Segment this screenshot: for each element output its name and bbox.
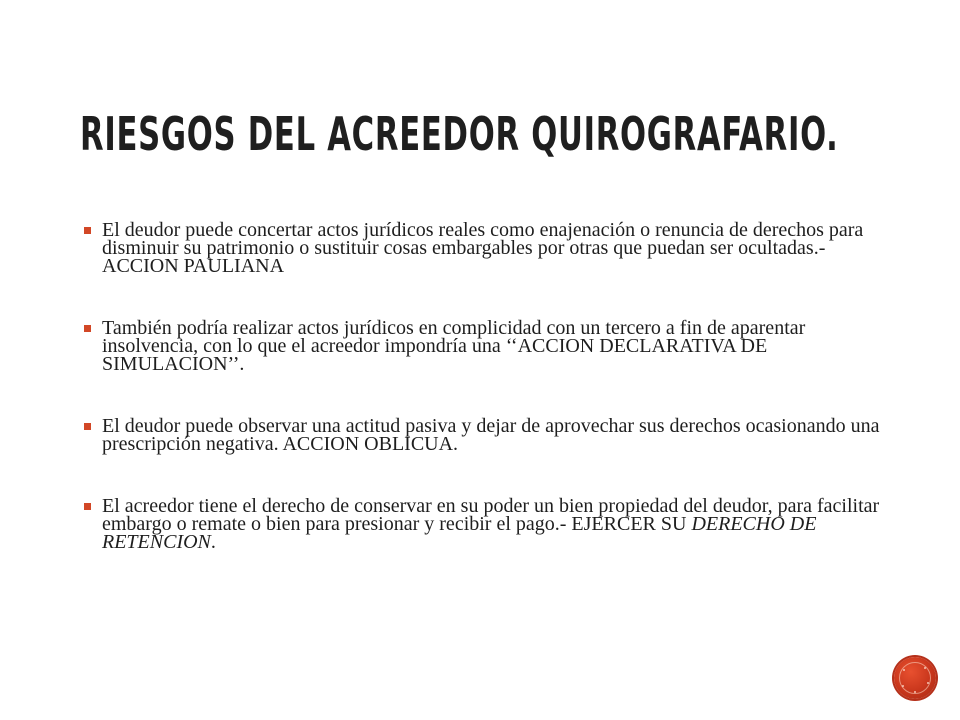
bullet-text-italic: DERECHO DE RETENCION [102, 513, 817, 553]
bullet-text-part: . [210, 531, 216, 553]
bullet-text [102, 495, 879, 553]
logo-dot [927, 682, 929, 684]
logo-dot [924, 667, 926, 669]
bullet-text: El deudor puede observar una actitud pasiva y dejar de aprovechar sus derechos ocasionando una prescripción negativa. ACCION OBLICUA. [102, 415, 880, 455]
bullet-square-icon [84, 423, 91, 430]
logo-dot [914, 691, 916, 693]
bullet-text-part: El acreedor tiene el derecho de conservar en su poder un bien propiedad del deudor, para facilitar embargo o remate o bien para presionar y recibir el pago.- EJERCER SU [102, 495, 880, 535]
bullet-item-3 [82, 417, 902, 453]
logo-dot [902, 685, 904, 687]
logo-dot [903, 669, 905, 671]
bullet-item-1 [82, 221, 902, 275]
orange-circle-logo-icon [894, 657, 936, 699]
title-accent-bar [0, 108, 64, 160]
bullet-text: También podría realizar actos jurídicos en complicidad con un tercero a fin de aparentar insolvencia, con lo que el acreedor impondría una ‘‘ACCION DECLARATIVA DE SIMULACION’’. [102, 317, 806, 375]
bullet-square-icon [84, 325, 91, 332]
bullet-item-2 [82, 319, 902, 373]
bullet-square-icon [84, 503, 91, 510]
slide-title: RIESGOS DEL ACREEDOR QUIROGRAFARIO. [80, 107, 839, 161]
bullet-square-icon [84, 227, 91, 234]
bullet-text: El deudor puede concertar actos jurídicos reales como enajenación o renuncia de derechos para disminuir su patrimonio o sustituir cosas embargables por otras que puedan ser ocultadas.- ACCION PAULIANA [102, 219, 864, 277]
logo-ring [899, 662, 931, 694]
bullet-list [82, 221, 902, 595]
bullet-item-4 [82, 497, 902, 551]
